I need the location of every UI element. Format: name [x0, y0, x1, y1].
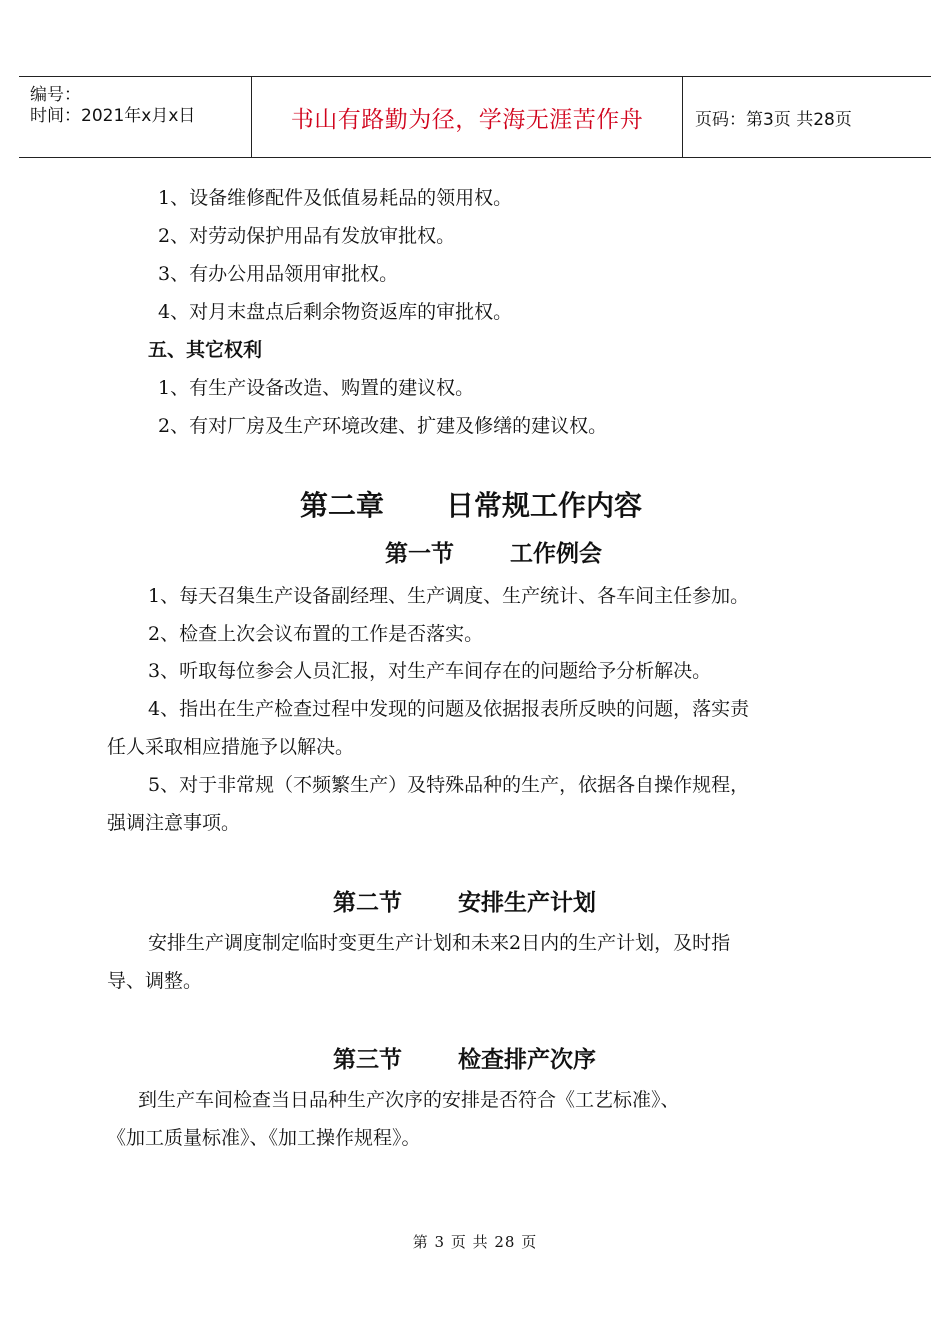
paragraph-line: 强调注意事项。 [107, 812, 241, 834]
list-item: 1、有生产设备改造、购置的建议权。 [158, 377, 475, 399]
section3-label: 第三节 [333, 1047, 402, 1073]
list-item: 2、对劳动保护用品有发放审批权。 [158, 225, 456, 247]
section1-heading [385, 535, 602, 568]
list-item: 3、有办公用品领用审批权。 [158, 263, 399, 285]
header-page-info: 页码：第3页 共28页 [695, 109, 852, 130]
paragraph-line: 1、每天召集生产设备副经理、生产调度、生产统计、各车间主任参加。 [148, 585, 750, 607]
section2-title: 安排生产计划 [458, 890, 596, 916]
section1-label: 第一节 [385, 541, 454, 567]
paragraph-line: 5、对于非常规（不频繁生产）及特殊品种的生产，依据各自操作规程， [148, 774, 750, 796]
page-footer: 第 3 页 共 28 页 [412, 1233, 538, 1251]
date-label: 时间：2021年x月x日 [30, 106, 196, 126]
paragraph-line: 《加工质量标准》、《加工操作规程》。 [107, 1127, 421, 1149]
section2-label: 第二节 [333, 890, 402, 916]
paragraph-line: 导、调整。 [107, 970, 203, 992]
paragraph-line: 2、检查上次会议布置的工作是否落实。 [148, 623, 484, 645]
chapter-heading [300, 484, 642, 524]
section2-heading [333, 884, 596, 917]
header-motto: 书山有路勤为径，学海无涯苦作舟 [251, 77, 683, 157]
list-item: 1、设备维修配件及低值易耗品的领用权。 [158, 187, 513, 209]
section-five-title: 五、其它权利 [148, 339, 263, 361]
section3-heading [333, 1041, 596, 1074]
section1-title: 工作例会 [510, 541, 602, 567]
header-meta [19, 77, 251, 157]
paragraph-line: 4、指出在生产检查过程中发现的问题及依据报表所反映的问题，落实责 [148, 698, 750, 720]
paragraph-line: 任人采取相应措施予以解决。 [107, 736, 355, 758]
paragraph-line: 安排生产调度制定临时变更生产计划和未来2日内的生产计划，及时指 [148, 932, 731, 954]
list-item: 4、对月末盘点后剩余物资返库的审批权。 [158, 301, 513, 323]
section3-title: 检查排产次序 [458, 1047, 596, 1073]
paragraph-line: 到生产车间检查当日品种生产次序的安排是否符合《工艺标准》、 [138, 1089, 680, 1111]
number-label: 编号： [30, 85, 81, 105]
document-header [19, 76, 931, 158]
paragraph-line: 3、听取每位参会人员汇报，对生产车间存在的问题给予分析解决。 [148, 660, 712, 682]
chapter-label: 第二章 [300, 489, 385, 522]
chapter-title: 日常规工作内容 [446, 489, 643, 522]
list-item: 2、有对厂房及生产环境改建、扩建及修缮的建议权。 [158, 415, 608, 437]
